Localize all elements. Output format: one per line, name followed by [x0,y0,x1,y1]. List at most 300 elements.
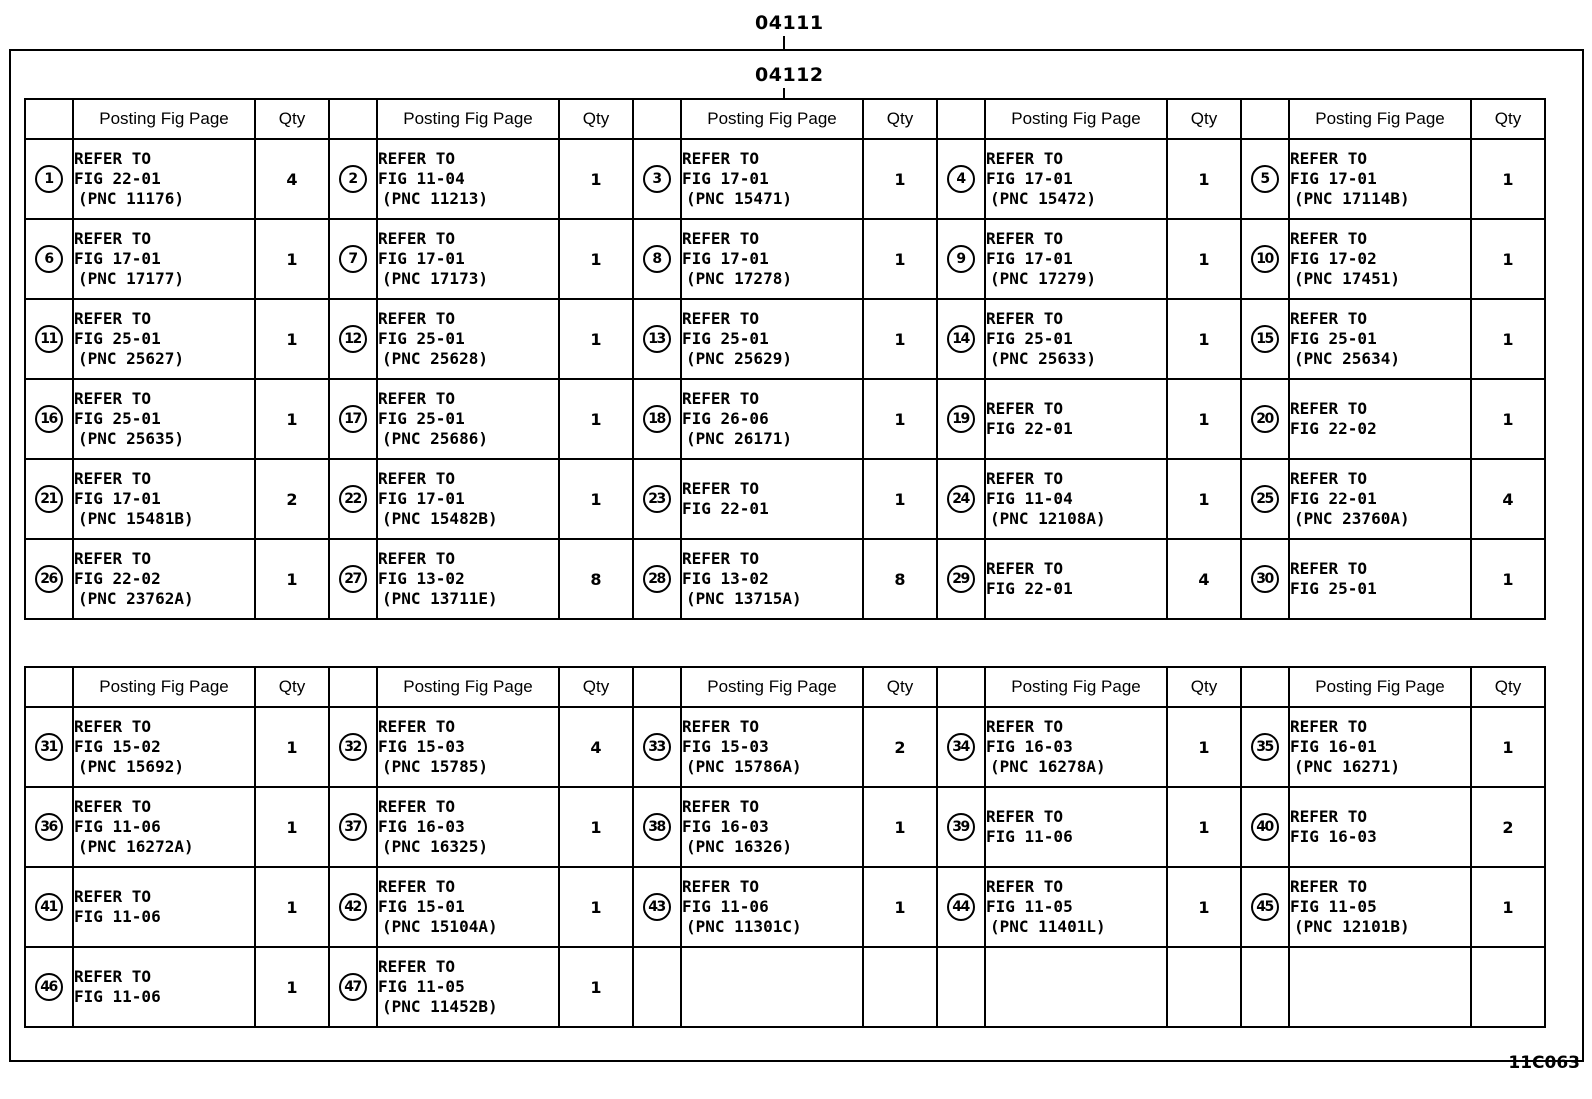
fig-reference: FIG 22-01 [1290,489,1377,508]
header-posting-fig-page: Posting Fig Page [1289,99,1471,139]
item-number-badge: 46 [35,973,63,1001]
pnc-reference: (PNC 17451) [1294,269,1400,288]
qty-cell: 1 [255,867,329,947]
fig-reference: FIG 16-03 [1290,827,1377,846]
item-number-cell [633,139,681,219]
pnc-reference: (PNC 11401L) [990,917,1106,936]
pnc-reference: (PNC 16326) [686,837,792,856]
pnc-reference: (PNC 15104A) [382,917,498,936]
reference-cell [1289,787,1471,867]
pnc-reference: (PNC 15481B) [78,509,194,528]
item-number-cell [25,867,73,947]
qty-cell: 1 [1167,867,1241,947]
item-number-cell [633,867,681,947]
pnc-reference: (PNC 15692) [78,757,184,776]
reference-cell [377,139,559,219]
reference-cell [985,379,1167,459]
item-number-badge: 13 [643,325,671,353]
fig-reference: FIG 11-06 [986,827,1073,846]
item-number-badge: 29 [947,565,975,593]
fig-reference: FIG 17-01 [378,489,465,508]
header-qty: Qty [1167,667,1241,707]
pnc-reference: (PNC 15786A) [686,757,802,776]
item-number-badge: 24 [947,485,975,513]
qty-cell: 1 [863,459,937,539]
pnc-reference: (PNC 11301C) [686,917,802,936]
item-number-cell [937,707,985,787]
qty-cell: 1 [1471,707,1545,787]
item-number-badge: 41 [35,893,63,921]
item-number-cell [937,947,985,1027]
item-number-cell [937,867,985,947]
refer-to-label: REFER TO [1290,469,1368,488]
qty-cell: 1 [1471,299,1545,379]
qty-cell: 1 [1471,379,1545,459]
item-number-badge: 1 [35,165,63,193]
reference-cell [1289,379,1471,459]
reference-cell [681,299,863,379]
item-number-cell [937,379,985,459]
item-number-badge: 14 [947,325,975,353]
item-number-badge: 21 [35,485,63,513]
reference-cell [73,299,255,379]
fig-reference: FIG 25-01 [378,329,465,348]
fig-reference: FIG 17-01 [1290,169,1377,188]
item-number-badge: 45 [1251,893,1279,921]
pnc-reference: (PNC 17173) [382,269,488,288]
refer-to-label: REFER TO [682,877,760,896]
reference-cell [985,219,1167,299]
table-row [25,139,1545,219]
reference-cell [681,539,863,619]
fig-reference: FIG 25-01 [986,329,1073,348]
reference-cell [73,539,255,619]
qty-cell: 4 [255,139,329,219]
fig-reference: FIG 11-04 [986,489,1073,508]
pnc-reference: (PNC 25635) [78,429,184,448]
qty-cell: 1 [559,139,633,219]
refer-to-label: REFER TO [378,309,456,328]
fig-reference: FIG 25-01 [1290,329,1377,348]
fig-reference: FIG 13-02 [682,569,769,588]
pnc-reference: (PNC 25628) [382,349,488,368]
reference-cell [681,787,863,867]
item-number-badge: 22 [339,485,367,513]
fig-reference: FIG 17-01 [986,249,1073,268]
qty-cell: 1 [863,867,937,947]
item-number-cell [937,299,985,379]
refer-to-label: REFER TO [74,717,152,736]
reference-cell [73,459,255,539]
header-qty: Qty [863,99,937,139]
header-qty: Qty [1471,667,1545,707]
reference-cell [985,539,1167,619]
table-row [25,459,1545,539]
item-number-badge: 30 [1251,565,1279,593]
reference-cell [985,867,1167,947]
reference-cell [681,219,863,299]
item-number-cell [633,219,681,299]
reference-cell [377,539,559,619]
item-number-badge: 38 [643,813,671,841]
pnc-reference: (PNC 23762A) [78,589,194,608]
reference-cell [1289,139,1471,219]
fig-reference: FIG 22-01 [682,499,769,518]
item-number-badge: 35 [1251,733,1279,761]
item-number-cell [633,299,681,379]
refer-to-label: REFER TO [74,309,152,328]
pnc-reference: (PNC 17278) [686,269,792,288]
refer-to-label: REFER TO [378,149,456,168]
qty-cell [1471,947,1545,1027]
fig-reference: FIG 11-06 [74,907,161,926]
qty-cell: 4 [1471,459,1545,539]
refer-to-label: REFER TO [986,149,1064,168]
item-number-badge: 19 [947,405,975,433]
pnc-reference: (PNC 16272A) [78,837,194,856]
reference-cell [1289,539,1471,619]
item-number-cell [25,539,73,619]
fig-reference: FIG 17-01 [682,249,769,268]
fig-reference: FIG 25-01 [682,329,769,348]
reference-cell [377,459,559,539]
item-number-badge: 31 [35,733,63,761]
qty-cell: 1 [1471,219,1545,299]
item-number-cell [25,219,73,299]
item-number-cell [25,707,73,787]
reference-cell [1289,947,1471,1027]
header-posting-fig-page: Posting Fig Page [377,99,559,139]
assembly-code-inner: 04112 [755,64,824,86]
fig-reference: FIG 15-02 [74,737,161,756]
item-number-badge: 36 [35,813,63,841]
connector-line-top [783,36,785,50]
fig-reference: FIG 22-01 [74,169,161,188]
item-number-badge: 18 [643,405,671,433]
header-num [1241,667,1289,707]
reference-cell [681,139,863,219]
header-qty: Qty [255,99,329,139]
qty-cell: 1 [255,299,329,379]
fig-reference: FIG 17-01 [74,249,161,268]
item-number-badge: 6 [35,245,63,273]
item-number-cell [633,787,681,867]
qty-cell: 1 [1167,459,1241,539]
fig-reference: FIG 26-06 [682,409,769,428]
item-number-cell [329,707,377,787]
fig-reference: FIG 22-02 [1290,419,1377,438]
fig-reference: FIG 11-05 [378,977,465,996]
fig-reference: FIG 16-01 [1290,737,1377,756]
item-number-cell [1241,139,1289,219]
reference-cell [985,947,1167,1027]
item-number-cell [1241,219,1289,299]
qty-cell [863,947,937,1027]
figure-code: 11C063 [1508,1053,1580,1073]
item-number-badge: 42 [339,893,367,921]
pnc-reference: (PNC 17279) [990,269,1096,288]
item-number-badge: 4 [947,165,975,193]
pnc-reference: (PNC 17177) [78,269,184,288]
qty-cell: 2 [863,707,937,787]
item-number-cell [25,787,73,867]
item-number-cell [633,539,681,619]
qty-cell: 1 [1471,539,1545,619]
table-row [25,787,1545,867]
qty-cell: 1 [559,787,633,867]
qty-cell: 8 [863,539,937,619]
fig-reference: FIG 25-01 [1290,579,1377,598]
item-number-badge: 33 [643,733,671,761]
item-number-badge: 9 [947,245,975,273]
item-number-cell [1241,707,1289,787]
qty-cell: 1 [559,947,633,1027]
item-number-cell [329,947,377,1027]
item-number-badge: 43 [643,893,671,921]
item-number-badge: 11 [35,325,63,353]
item-number-cell [329,139,377,219]
qty-cell: 1 [1167,219,1241,299]
reference-cell [377,787,559,867]
fig-reference: FIG 16-03 [378,817,465,836]
table-row [25,539,1545,619]
item-number-badge: 5 [1251,165,1279,193]
qty-cell: 1 [1471,867,1545,947]
fig-reference: FIG 17-02 [1290,249,1377,268]
fig-reference: FIG 22-01 [986,419,1073,438]
reference-cell [73,139,255,219]
pnc-reference: (PNC 16325) [382,837,488,856]
refer-to-label: REFER TO [682,717,760,736]
fig-reference: FIG 13-02 [378,569,465,588]
refer-to-label: REFER TO [1290,149,1368,168]
item-number-cell [937,459,985,539]
refer-to-label: REFER TO [1290,229,1368,248]
item-number-cell [937,539,985,619]
qty-cell: 1 [1167,787,1241,867]
refer-to-label: REFER TO [986,559,1064,578]
pnc-reference: (PNC 11176) [78,189,184,208]
qty-cell: 1 [255,947,329,1027]
fig-reference: FIG 15-03 [682,737,769,756]
reference-table-1 [24,98,1546,620]
reference-cell [985,707,1167,787]
refer-to-label: REFER TO [1290,877,1368,896]
fig-reference: FIG 17-01 [378,249,465,268]
reference-cell [681,707,863,787]
header-qty: Qty [863,667,937,707]
fig-reference: FIG 15-03 [378,737,465,756]
header-posting-fig-page: Posting Fig Page [985,99,1167,139]
header-qty: Qty [559,99,633,139]
reference-cell [985,299,1167,379]
reference-cell [377,867,559,947]
pnc-reference: (PNC 15472) [990,189,1096,208]
reference-cell [681,459,863,539]
qty-cell: 1 [1167,379,1241,459]
refer-to-label: REFER TO [1290,309,1368,328]
refer-to-label: REFER TO [74,797,152,816]
item-number-badge: 10 [1251,245,1279,273]
item-number-badge: 27 [339,565,367,593]
reference-cell [377,947,559,1027]
fig-reference: FIG 22-01 [986,579,1073,598]
item-number-cell [1241,867,1289,947]
pnc-reference: (PNC 16271) [1294,757,1400,776]
header-num [633,99,681,139]
pnc-reference: (PNC 25629) [686,349,792,368]
reference-cell [73,707,255,787]
item-number-cell [1241,459,1289,539]
reference-cell [377,379,559,459]
header-num [25,99,73,139]
refer-to-label: REFER TO [682,229,760,248]
item-number-cell [329,379,377,459]
table-row [25,379,1545,459]
refer-to-label: REFER TO [74,887,152,906]
header-posting-fig-page: Posting Fig Page [681,99,863,139]
refer-to-label: REFER TO [682,309,760,328]
reference-cell [1289,219,1471,299]
refer-to-label: REFER TO [986,717,1064,736]
fig-reference: FIG 11-05 [986,897,1073,916]
header-posting-fig-page: Posting Fig Page [1289,667,1471,707]
reference-cell [73,379,255,459]
qty-cell: 1 [255,787,329,867]
table-row [25,707,1545,787]
fig-reference: FIG 17-01 [74,489,161,508]
item-number-cell [329,787,377,867]
item-number-badge: 32 [339,733,367,761]
reference-cell [377,707,559,787]
qty-cell: 1 [255,219,329,299]
qty-cell: 1 [559,867,633,947]
reference-cell [985,787,1167,867]
refer-to-label: REFER TO [1290,717,1368,736]
item-number-cell [1241,299,1289,379]
header-num [25,667,73,707]
reference-cell [1289,867,1471,947]
refer-to-label: REFER TO [986,309,1064,328]
qty-cell: 4 [1167,539,1241,619]
refer-to-label: REFER TO [986,399,1064,418]
refer-to-label: REFER TO [1290,559,1368,578]
pnc-reference: (PNC 12108A) [990,509,1106,528]
item-number-badge: 47 [339,973,367,1001]
refer-to-label: REFER TO [74,149,152,168]
item-number-cell [1241,947,1289,1027]
item-number-cell [25,459,73,539]
table-row [25,947,1545,1027]
reference-cell [1289,707,1471,787]
item-number-cell [25,139,73,219]
refer-to-label: REFER TO [378,229,456,248]
qty-cell: 1 [1471,139,1545,219]
assembly-code-top: 04111 [755,12,824,34]
item-number-badge: 3 [643,165,671,193]
pnc-reference: (PNC 23760A) [1294,509,1410,528]
item-number-cell [25,947,73,1027]
item-number-cell [1241,539,1289,619]
reference-cell [681,379,863,459]
fig-reference: FIG 11-05 [1290,897,1377,916]
pnc-reference: (PNC 15482B) [382,509,498,528]
item-number-cell [329,299,377,379]
qty-cell: 1 [1167,707,1241,787]
item-number-cell [633,379,681,459]
pnc-reference: (PNC 17114B) [1294,189,1410,208]
fig-reference: FIG 25-01 [74,409,161,428]
table-row [25,867,1545,947]
fig-reference: FIG 17-01 [986,169,1073,188]
refer-to-label: REFER TO [74,469,152,488]
qty-cell: 1 [1167,139,1241,219]
header-row [25,99,1545,139]
qty-cell: 2 [1471,787,1545,867]
item-number-cell [1241,379,1289,459]
reference-cell [377,299,559,379]
refer-to-label: REFER TO [682,389,760,408]
item-number-badge: 23 [643,485,671,513]
fig-reference: FIG 17-01 [682,169,769,188]
reference-cell [73,787,255,867]
refer-to-label: REFER TO [986,229,1064,248]
header-posting-fig-page: Posting Fig Page [681,667,863,707]
reference-cell [681,867,863,947]
item-number-badge: 25 [1251,485,1279,513]
refer-to-label: REFER TO [74,229,152,248]
header-num [937,99,985,139]
refer-to-label: REFER TO [682,797,760,816]
item-number-badge: 44 [947,893,975,921]
qty-cell: 1 [559,459,633,539]
qty-cell: 1 [863,299,937,379]
item-number-cell [25,299,73,379]
item-number-badge: 2 [339,165,367,193]
fig-reference: FIG 16-03 [986,737,1073,756]
header-posting-fig-page: Posting Fig Page [73,99,255,139]
fig-reference: FIG 25-01 [378,409,465,428]
item-number-badge: 34 [947,733,975,761]
header-posting-fig-page: Posting Fig Page [377,667,559,707]
reference-cell [377,219,559,299]
item-number-badge: 16 [35,405,63,433]
refer-to-label: REFER TO [378,957,456,976]
qty-cell: 1 [1167,299,1241,379]
qty-cell: 1 [559,379,633,459]
refer-to-label: REFER TO [74,967,152,986]
qty-cell: 1 [559,219,633,299]
fig-reference: FIG 11-04 [378,169,465,188]
item-number-cell [937,787,985,867]
pnc-reference: (PNC 15785) [382,757,488,776]
refer-to-label: REFER TO [682,149,760,168]
item-number-badge: 15 [1251,325,1279,353]
pnc-reference: (PNC 15471) [686,189,792,208]
table-row [25,219,1545,299]
item-number-badge: 8 [643,245,671,273]
item-number-badge: 12 [339,325,367,353]
header-posting-fig-page: Posting Fig Page [73,667,255,707]
item-number-badge: 28 [643,565,671,593]
fig-reference: FIG 11-06 [682,897,769,916]
header-num [1241,99,1289,139]
item-number-badge: 20 [1251,405,1279,433]
reference-cell [1289,459,1471,539]
item-number-cell [25,379,73,459]
refer-to-label: REFER TO [74,389,152,408]
pnc-reference: (PNC 25634) [1294,349,1400,368]
